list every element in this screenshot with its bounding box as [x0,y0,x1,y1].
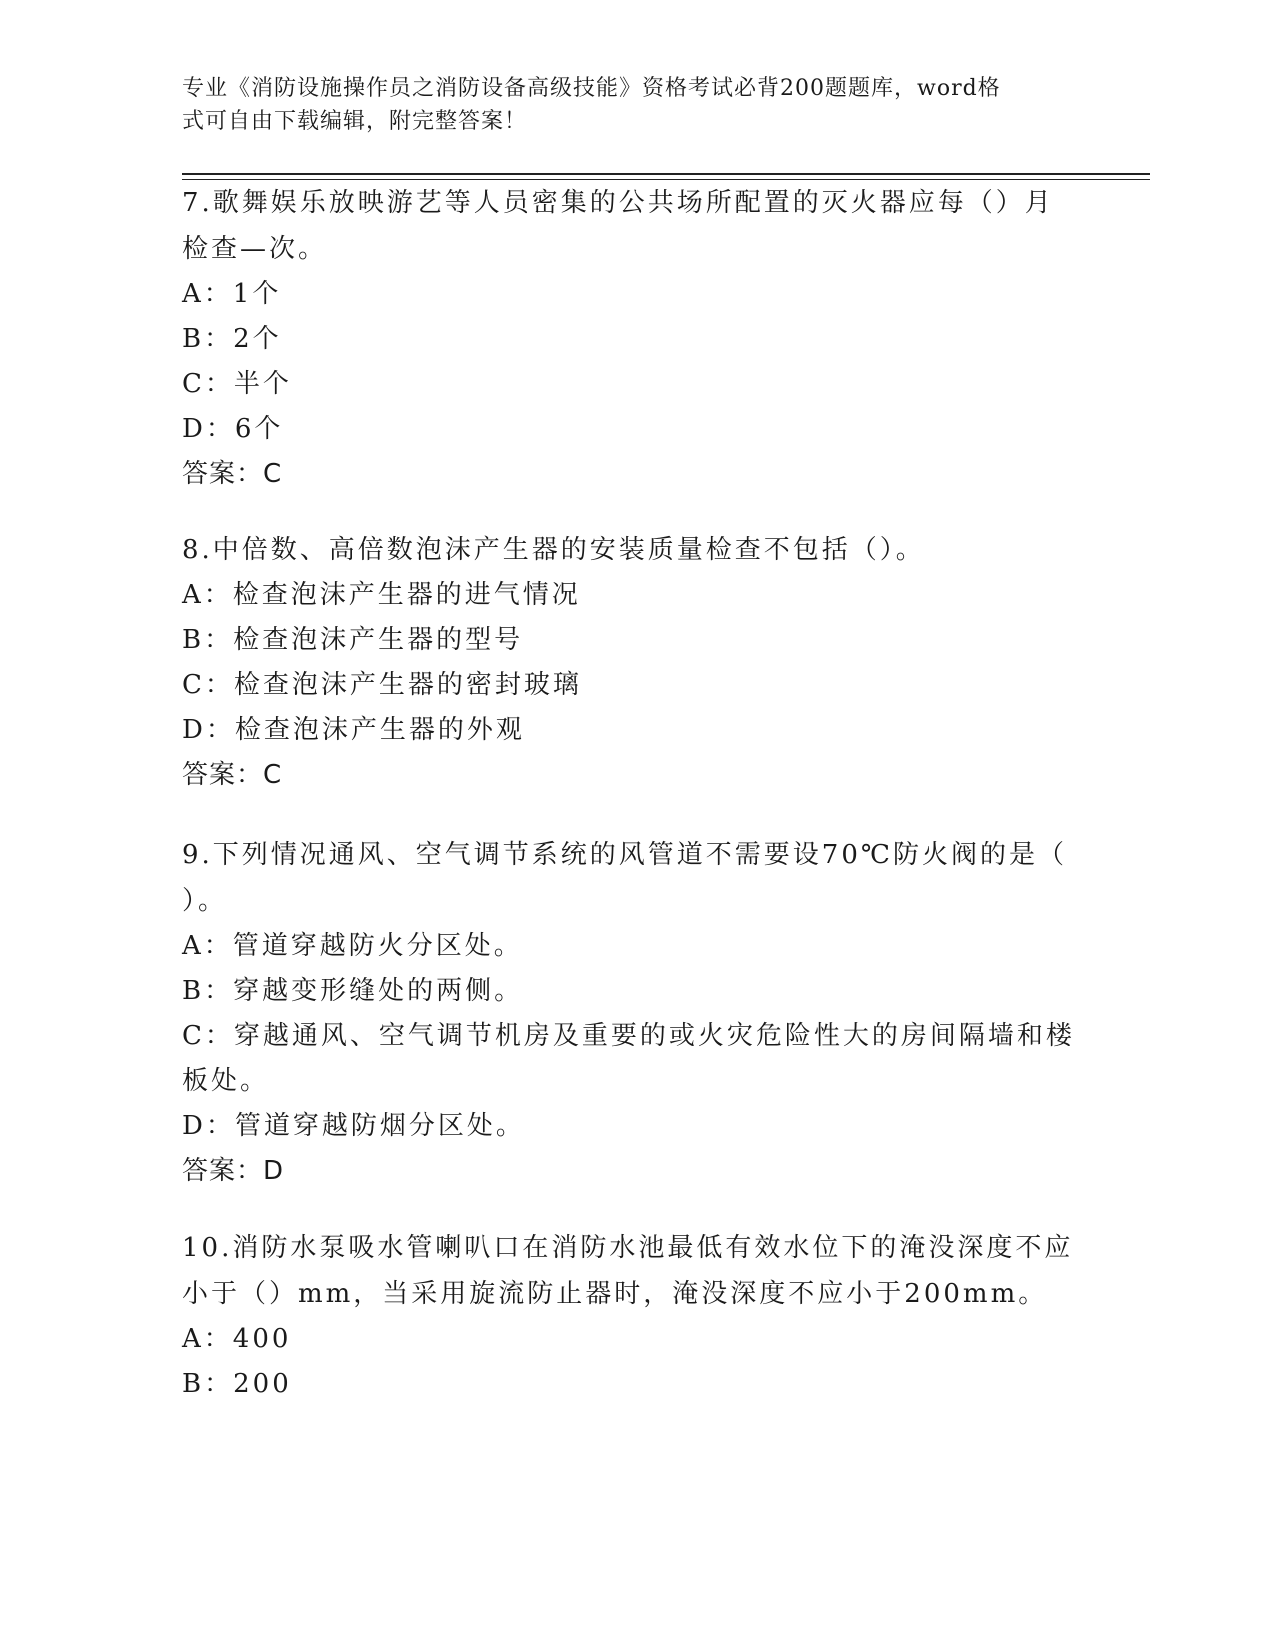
question-text-continued: ）。 [182,886,228,916]
option-b: B：2个 [182,324,282,354]
question-text: 8.中倍数、高倍数泡沫产生器的安装质量检查不包括（）。 [182,535,925,565]
option-d: D：管道穿越防烟分区处。 [182,1111,525,1141]
question-8 [182,527,1082,797]
option-c: C：半个 [182,369,292,399]
header-line-1: 专业《消防设施操作员之消防设备高级技能》资格考试必背200题题库，word格 [182,76,1001,101]
header-line-2: 式可自由下载编辑，附完整答案！ [182,109,528,134]
question-text: 7.歌舞娱乐放映游艺等人员密集的公共场所配置的灭火器应每（）月 [182,188,1054,218]
option-d: D：6个 [182,414,284,444]
option-a: A：1个 [182,279,282,309]
header-divider-thick [182,173,1150,175]
option-a: A：400 [182,1324,292,1354]
question-text-continued: 检查—次。 [182,234,328,264]
question-10 [182,1225,1082,1407]
option-c: C：穿越通风、空气调节机房及重要的或火灾危险性大的房间隔墙和楼 [182,1021,1075,1051]
option-a: A：管道穿越防火分区处。 [182,931,523,961]
option-a: A：检查泡沫产生器的进气情况 [182,580,581,610]
document-header [182,72,1062,138]
question-7 [182,180,1082,496]
option-d: D：检查泡沫产生器的外观 [182,715,525,745]
option-b: B：200 [182,1369,292,1399]
option-c: C：检查泡沫产生器的密封玻璃 [182,670,582,700]
question-text-continued: 小于（）mm，当采用旋流防止器时，淹没深度不应小于200mm。 [182,1279,1048,1309]
question-text: 10.消防水泵吸水管喇叭口在消防水池最低有效水位下的淹没深度不应 [182,1233,1074,1263]
answer: 答案：D [182,1156,285,1186]
option-b: B：检查泡沫产生器的型号 [182,625,524,655]
question-9 [182,832,1082,1193]
option-c-continued: 板处。 [182,1066,270,1096]
answer: 答案：C [182,459,283,489]
answer: 答案：C [182,760,283,790]
question-text: 9.下列情况通风、空气调节系统的风管道不需要设70℃防火阀的是（ [182,840,1067,870]
option-b: B：穿越变形缝处的两侧。 [182,976,524,1006]
